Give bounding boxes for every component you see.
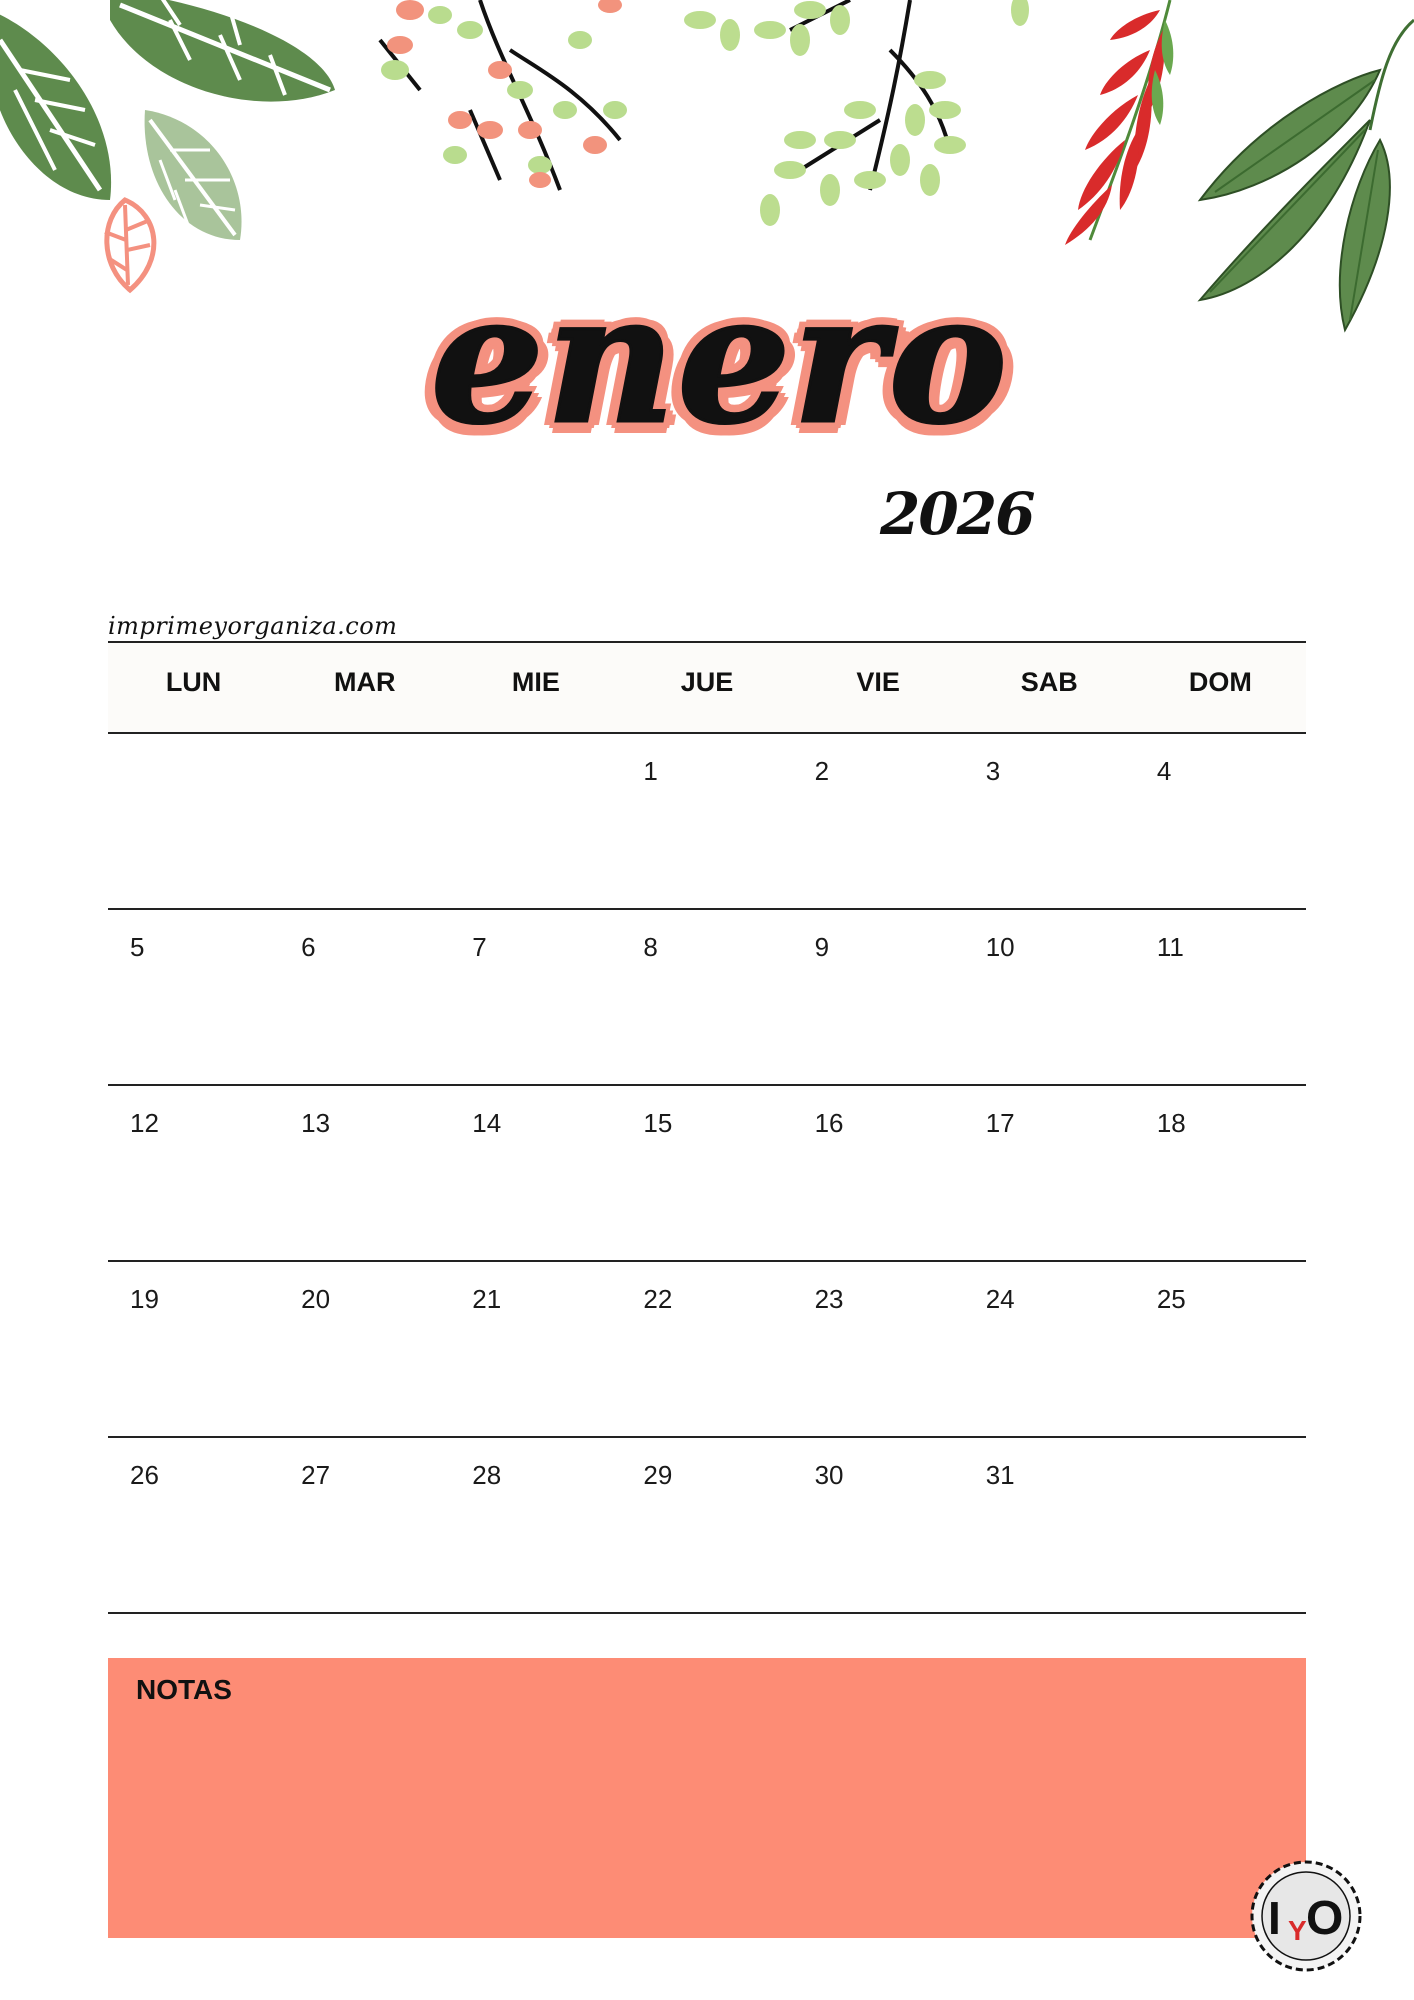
- day-cell[interactable]: [1135, 734, 1306, 908]
- day-number: 13: [301, 1108, 331, 1138]
- pale-green-leaf-icon: [145, 110, 242, 240]
- day-cell[interactable]: [793, 734, 964, 908]
- day-number: 17: [985, 1108, 1015, 1138]
- day-number: 25: [1156, 1284, 1186, 1314]
- day-cell[interactable]: [1135, 1262, 1306, 1436]
- notes-box[interactable]: [108, 1658, 1306, 1938]
- day-cell[interactable]: [1135, 910, 1306, 1084]
- weekday-header: LUN: [165, 667, 222, 697]
- day-number: 1: [643, 756, 658, 786]
- weekday-header: JUE: [680, 667, 734, 697]
- day-cell[interactable]: [279, 734, 450, 908]
- day-number: 14: [472, 1108, 502, 1138]
- day-number: 20: [301, 1284, 331, 1314]
- day-number: 27: [301, 1460, 331, 1490]
- day-number: 7: [472, 932, 487, 962]
- day-cell[interactable]: [964, 1262, 1135, 1436]
- week-row: [108, 734, 1306, 910]
- week-row: [108, 910, 1306, 1086]
- day-cell[interactable]: [793, 1262, 964, 1436]
- day-number: 29: [643, 1460, 673, 1490]
- day-number: 3: [985, 756, 1001, 786]
- weekday-header: VIE: [856, 667, 900, 697]
- logo-letter: O: [1306, 1892, 1344, 1945]
- day-cell[interactable]: [1135, 1086, 1306, 1260]
- berry-branch-icon: [380, 0, 620, 190]
- weekday-header: DOM: [1188, 667, 1252, 697]
- month-title: enero: [430, 254, 1010, 463]
- day-number: 23: [814, 1284, 844, 1314]
- day-cell[interactable]: [108, 1438, 279, 1612]
- calendar-grid: [108, 641, 1306, 1614]
- day-cell[interactable]: [621, 1262, 792, 1436]
- day-number: 2: [814, 756, 830, 786]
- day-number: 24: [985, 1284, 1015, 1314]
- logo-letter: Y: [1288, 1915, 1307, 1946]
- year-title: 2026: [880, 480, 1034, 548]
- day-cell[interactable]: [793, 1086, 964, 1260]
- pink-outline-leaf-icon: [105, 200, 154, 290]
- day-number: 4: [1156, 756, 1172, 786]
- day-number: 28: [472, 1460, 502, 1490]
- day-cell[interactable]: [279, 910, 450, 1084]
- day-number: 12: [130, 1108, 159, 1138]
- day-cell[interactable]: [108, 734, 279, 908]
- day-cell[interactable]: [1135, 1438, 1306, 1612]
- dark-green-leaf-icon: [110, 0, 335, 102]
- day-cell[interactable]: [279, 1438, 450, 1612]
- day-cell[interactable]: [964, 910, 1135, 1084]
- logo-letter: I: [1268, 1892, 1281, 1944]
- dark-green-leaf-icon: [0, 10, 111, 200]
- day-cell[interactable]: [279, 1262, 450, 1436]
- day-cell[interactable]: [450, 1438, 621, 1612]
- day-number: 21: [472, 1284, 502, 1314]
- week-row: [108, 1438, 1306, 1614]
- day-cell[interactable]: [108, 1086, 279, 1260]
- day-cell[interactable]: [279, 1086, 450, 1260]
- day-cell[interactable]: [621, 1438, 792, 1612]
- day-number: 5: [130, 932, 145, 962]
- day-cell[interactable]: [793, 1438, 964, 1612]
- notes-label: NOTAS: [136, 1674, 232, 1705]
- day-cell[interactable]: [108, 910, 279, 1084]
- weekday-header: MIE: [511, 667, 560, 697]
- day-number: 30: [814, 1460, 844, 1490]
- week-row: [108, 1262, 1306, 1438]
- weekday-header: SAB: [1020, 667, 1078, 697]
- day-number: 10: [985, 932, 1015, 962]
- day-number: 18: [1156, 1108, 1186, 1138]
- day-cell[interactable]: [964, 1086, 1135, 1260]
- day-cell[interactable]: [450, 910, 621, 1084]
- berry-cluster-icon: [381, 0, 627, 188]
- day-number: 6: [301, 932, 316, 962]
- day-number: 19: [130, 1284, 159, 1314]
- weekday-header-row: [108, 641, 1306, 734]
- day-cell[interactable]: [621, 734, 792, 908]
- brand-logo-icon: [1248, 1858, 1364, 1974]
- week-row: [108, 1086, 1306, 1262]
- willow-leaves-icon: [1200, 20, 1414, 330]
- day-cell[interactable]: [793, 910, 964, 1084]
- day-cell[interactable]: [450, 1262, 621, 1436]
- day-number: 15: [643, 1108, 673, 1138]
- day-number: 31: [985, 1460, 1015, 1490]
- day-cell[interactable]: [450, 734, 621, 908]
- day-cell[interactable]: [964, 734, 1135, 908]
- red-leaf-sprig-icon: [1065, 0, 1173, 245]
- day-number: 8: [643, 932, 658, 962]
- day-number: 26: [130, 1460, 159, 1490]
- weekday-header: MAR: [333, 667, 396, 697]
- day-number: 11: [1156, 932, 1184, 962]
- day-number: 9: [814, 932, 830, 962]
- day-number: 22: [643, 1284, 673, 1314]
- day-cell[interactable]: [108, 1262, 279, 1436]
- day-number: 16: [814, 1108, 844, 1138]
- day-cell[interactable]: [964, 1438, 1135, 1612]
- day-cell[interactable]: [621, 1086, 792, 1260]
- day-cell[interactable]: [450, 1086, 621, 1260]
- website-url: imprimeyorganiza.com: [108, 612, 398, 640]
- light-green-branch-icon: [684, 0, 1029, 226]
- day-cell[interactable]: [621, 910, 792, 1084]
